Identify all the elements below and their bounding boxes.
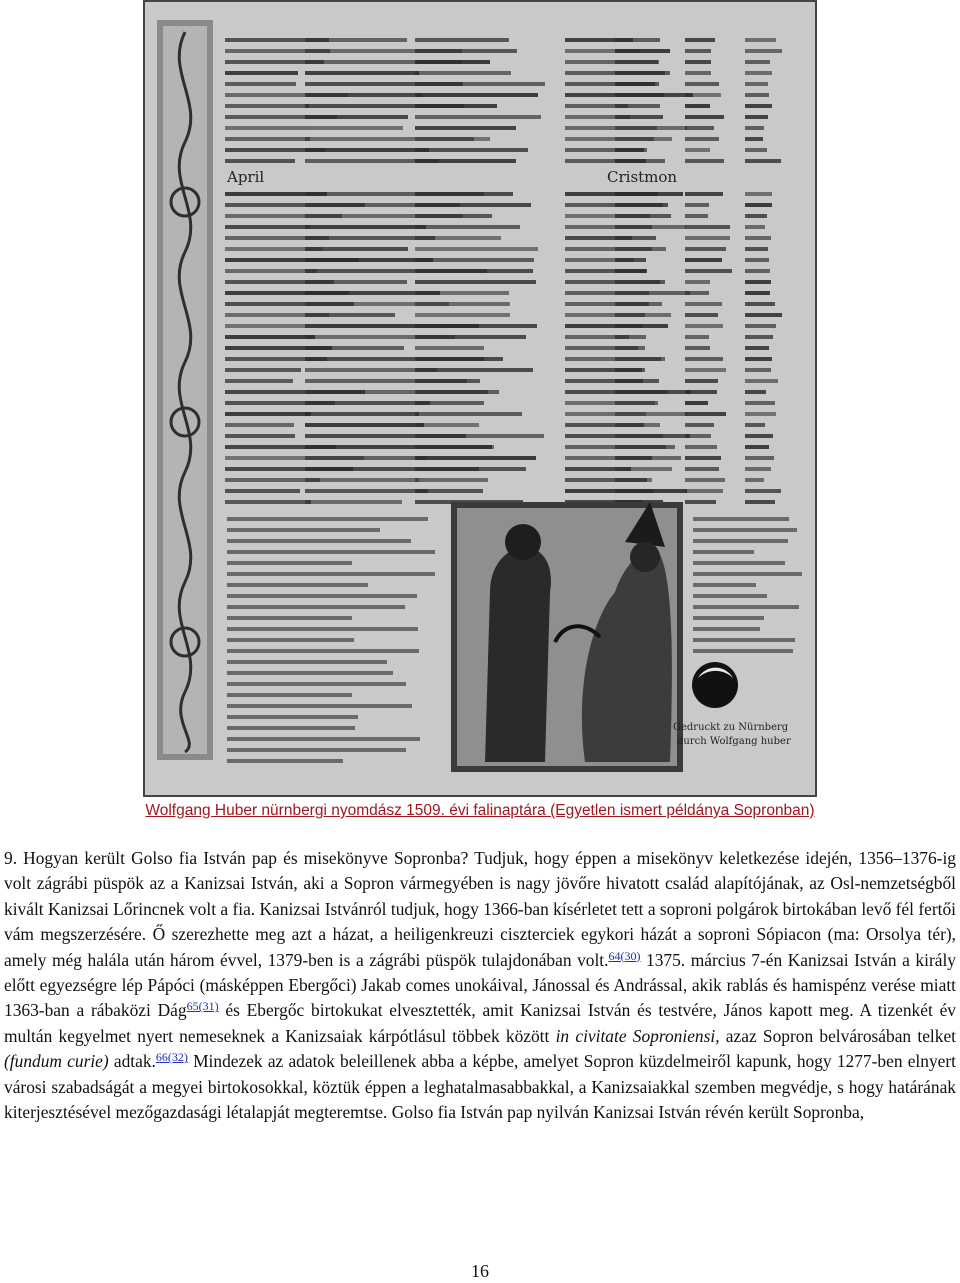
footnote-ref-65[interactable]: 65(31) <box>186 999 219 1014</box>
ornamental-border <box>157 20 213 760</box>
footnote-ref-64[interactable]: 64(30) <box>608 948 641 963</box>
colophon-line-2: durch Wolfgang huber <box>677 736 791 747</box>
calendar-woodcut-figure <box>143 0 817 797</box>
woodcut-illustration <box>451 502 683 772</box>
paragraph-segment: adtak. <box>108 1051 156 1072</box>
latin-phrase: in civitate Soproniensi, <box>555 1025 720 1046</box>
paragraph-segment: 9. Hogyan került Golso fia István pap és misekönyve Sopronba? Tudjuk, hogy éppen a misekönyv keletkezése idején, 1356–1376-ig volt zágrábi püspök az a Kanizsai István, aki a Sopron vármegyében is nagy jövőre hivatott család alapítójának, az Osl-nemzetségből kivált Kanizsai Lőrincnek volt a fia. Kanizsai Istvánról tudjuk, hogy 1366-ban kísérletet tett a soproni polgárok birtokában levő fél fertői vám megszerzésére. Ő szerezhette meg azt a házat, a heiligenkreuzi ciszterciek egykori házát a soproni Sópiacon (ma: Orsolya tér), amely még halála után három évvel, 1379-ben is a zágrábi püspök tulajdonában volt. <box>4 848 956 970</box>
paragraph-segment: azaz Sopron belvárosában telket <box>719 1025 956 1046</box>
page-number: 16 <box>471 1261 489 1281</box>
column-header-cristmon: Cristmon <box>607 168 678 186</box>
footnote-ref-66[interactable]: 66(32) <box>155 1050 188 1065</box>
body-paragraph <box>4 846 956 1125</box>
column-header-april: April <box>227 168 265 186</box>
calendar-woodcut-image <box>145 2 815 795</box>
figure-caption[interactable]: Wolfgang Huber nürnbergi nyomdász 1509. évi falinaptára (Egyetlen ismert példánya Sopronban) <box>145 802 815 819</box>
paragraph-segment: 1375. március 7-én Kanizsai István a király előtt egyezségre lép Pápóci (másképpen Ebergőci) Jakab comes unokáival, Jánossal és Andrással, akik rablás és hamispénz verése miatt 1363-ban a rábaközi Dág <box>4 949 956 1021</box>
colophon-line-1: Gedruckt zu Nürnberg <box>673 722 789 733</box>
latin-phrase: (fundum curie) <box>4 1051 109 1072</box>
paragraph-segment: Mindezek az adatok beleillenek abba a képbe, amelyet Sopron küzdelmeiről kapunk, hogy 1277-ben elnyert városi szabadságát a megyei birtokosokkal, köztük éppen a leghatalmasabbakkal, a Kanizsaiakkal szemben megvédje, s hogy határának kiterjesztésével mezőgazdasági létalapját megteremtse. Golso fia István pap nyilván Kanizsai István révén került Sopronba, <box>4 1051 956 1123</box>
paragraph-segment: és Ebergőc birtokukat elvesztették, amit Kanizsai István és testvére, János kapott meg. A tizenkét év multán kegyelmet nyert nemeseknek a Kanizsaiak kárpótlásul többek között <box>4 1000 956 1046</box>
